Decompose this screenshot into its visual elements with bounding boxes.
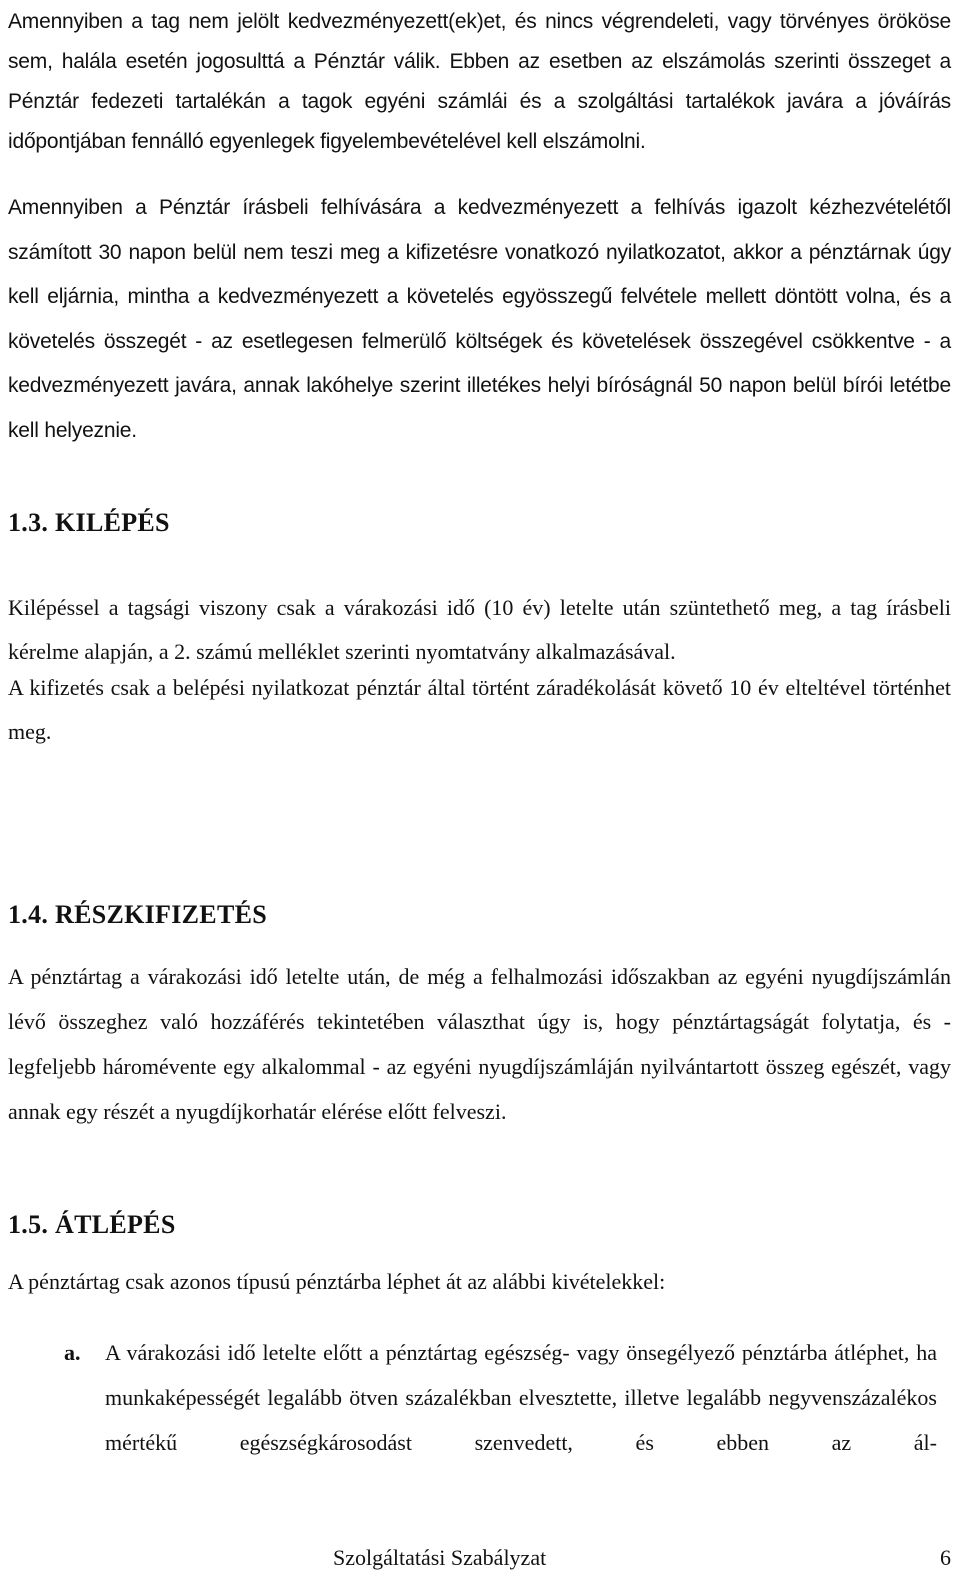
page-number: 6: [940, 1545, 951, 1570]
paragraph-beneficiary-pension-fund: Amennyiben a tag nem jelölt kedvezményezett(ek)et, és nincs végrendeleti, vagy törvényes örököse sem, halála esetén jogosulttá a Pénztár válik. Ebben az esetben az elszámolás szerinti összeget a Pénztár fedezeti tartalékán a tagok egyéni számlái és a szolgáltási tartalékok javára a jóváírás időpontjában fennálló egyenlegek figyelembevételével kell elszámolni.: [8, 10, 951, 153]
paragraph-beneficiary-deposit: Amennyiben a Pénztár írásbeli felhívására a kedvezményezett a felhívás igazolt kézhezvételétől számított 30 napon belül nem teszi meg a kifizetésre vonatkozó nyilatkozatot, akkor a pénztárnak úgy kell eljárnia, mintha a kedvezményezett a követelés egyösszegű felvétele mellett döntött volna, és a követelés összegét - az esetlegesen felmerülő költségek és követelések összegével csökkentve - a kedvezményezett javára, annak lakóhelye szerint illetékes helyi bíróságnál 50 napon belül bírói letétbe kell helyeznie.: [8, 196, 951, 442]
footer-title: Szolgáltatási Szabályzat: [333, 1545, 547, 1570]
paragraph-transfer-intro: A pénztártag csak azonos típusú pénztárba léphet át az alábbi kivételekkel:: [8, 1269, 666, 1294]
paragraph-partial-payment: A pénztártag a várakozási idő letelte után, de még a felhalmozási időszakban az egyéni nyugdíjszámlán lévő összeghez való hozzáférés tekintetében választhat úgy is, hogy pénztártagságát folytatja, és - legfeljebb háromévente egy alkalommal - az egyéni nyugdíjszámláján nyilvántartott összeg egészét, vagy annak egy részét a nyugdíjkorhatár elérése előtt felveszi.: [8, 964, 951, 1124]
list-marker: a.: [64, 1340, 81, 1365]
list-item-text: A várakozási idő letelte előtt a pénztártag egészség- vagy önsegélyező pénztárba átléphet, ha munkaképességét legalább ötven százalékban elvesztette, illetve legalább negyvenszázalékos mértékű egészségkárosodást szenvedett, és ebben az ál-: [105, 1340, 937, 1455]
list-item-a: [64, 1330, 937, 1465]
paragraph-exit-payment: A kifizetés csak a belépési nyilatkozat pénztár által történt záradékolását követő 10 év elteltével történhet meg.: [8, 675, 951, 744]
paragraph-exit-conditions: Kilépéssel a tagsági viszony csak a várakozási idő (10 év) letelte után szüntethető meg, a tag írásbeli kérelme alapján, a 2. számú melléklet szerinti nyomtatvány alkalmazásával.: [8, 595, 951, 664]
section-heading-kilepes: 1.3. KILÉPÉS: [8, 508, 170, 537]
section-heading-atlepes: 1.5. ÁTLÉPÉS: [8, 1210, 176, 1239]
section-heading-reszkifizetes: 1.4. RÉSZKIFIZETÉS: [8, 900, 267, 929]
